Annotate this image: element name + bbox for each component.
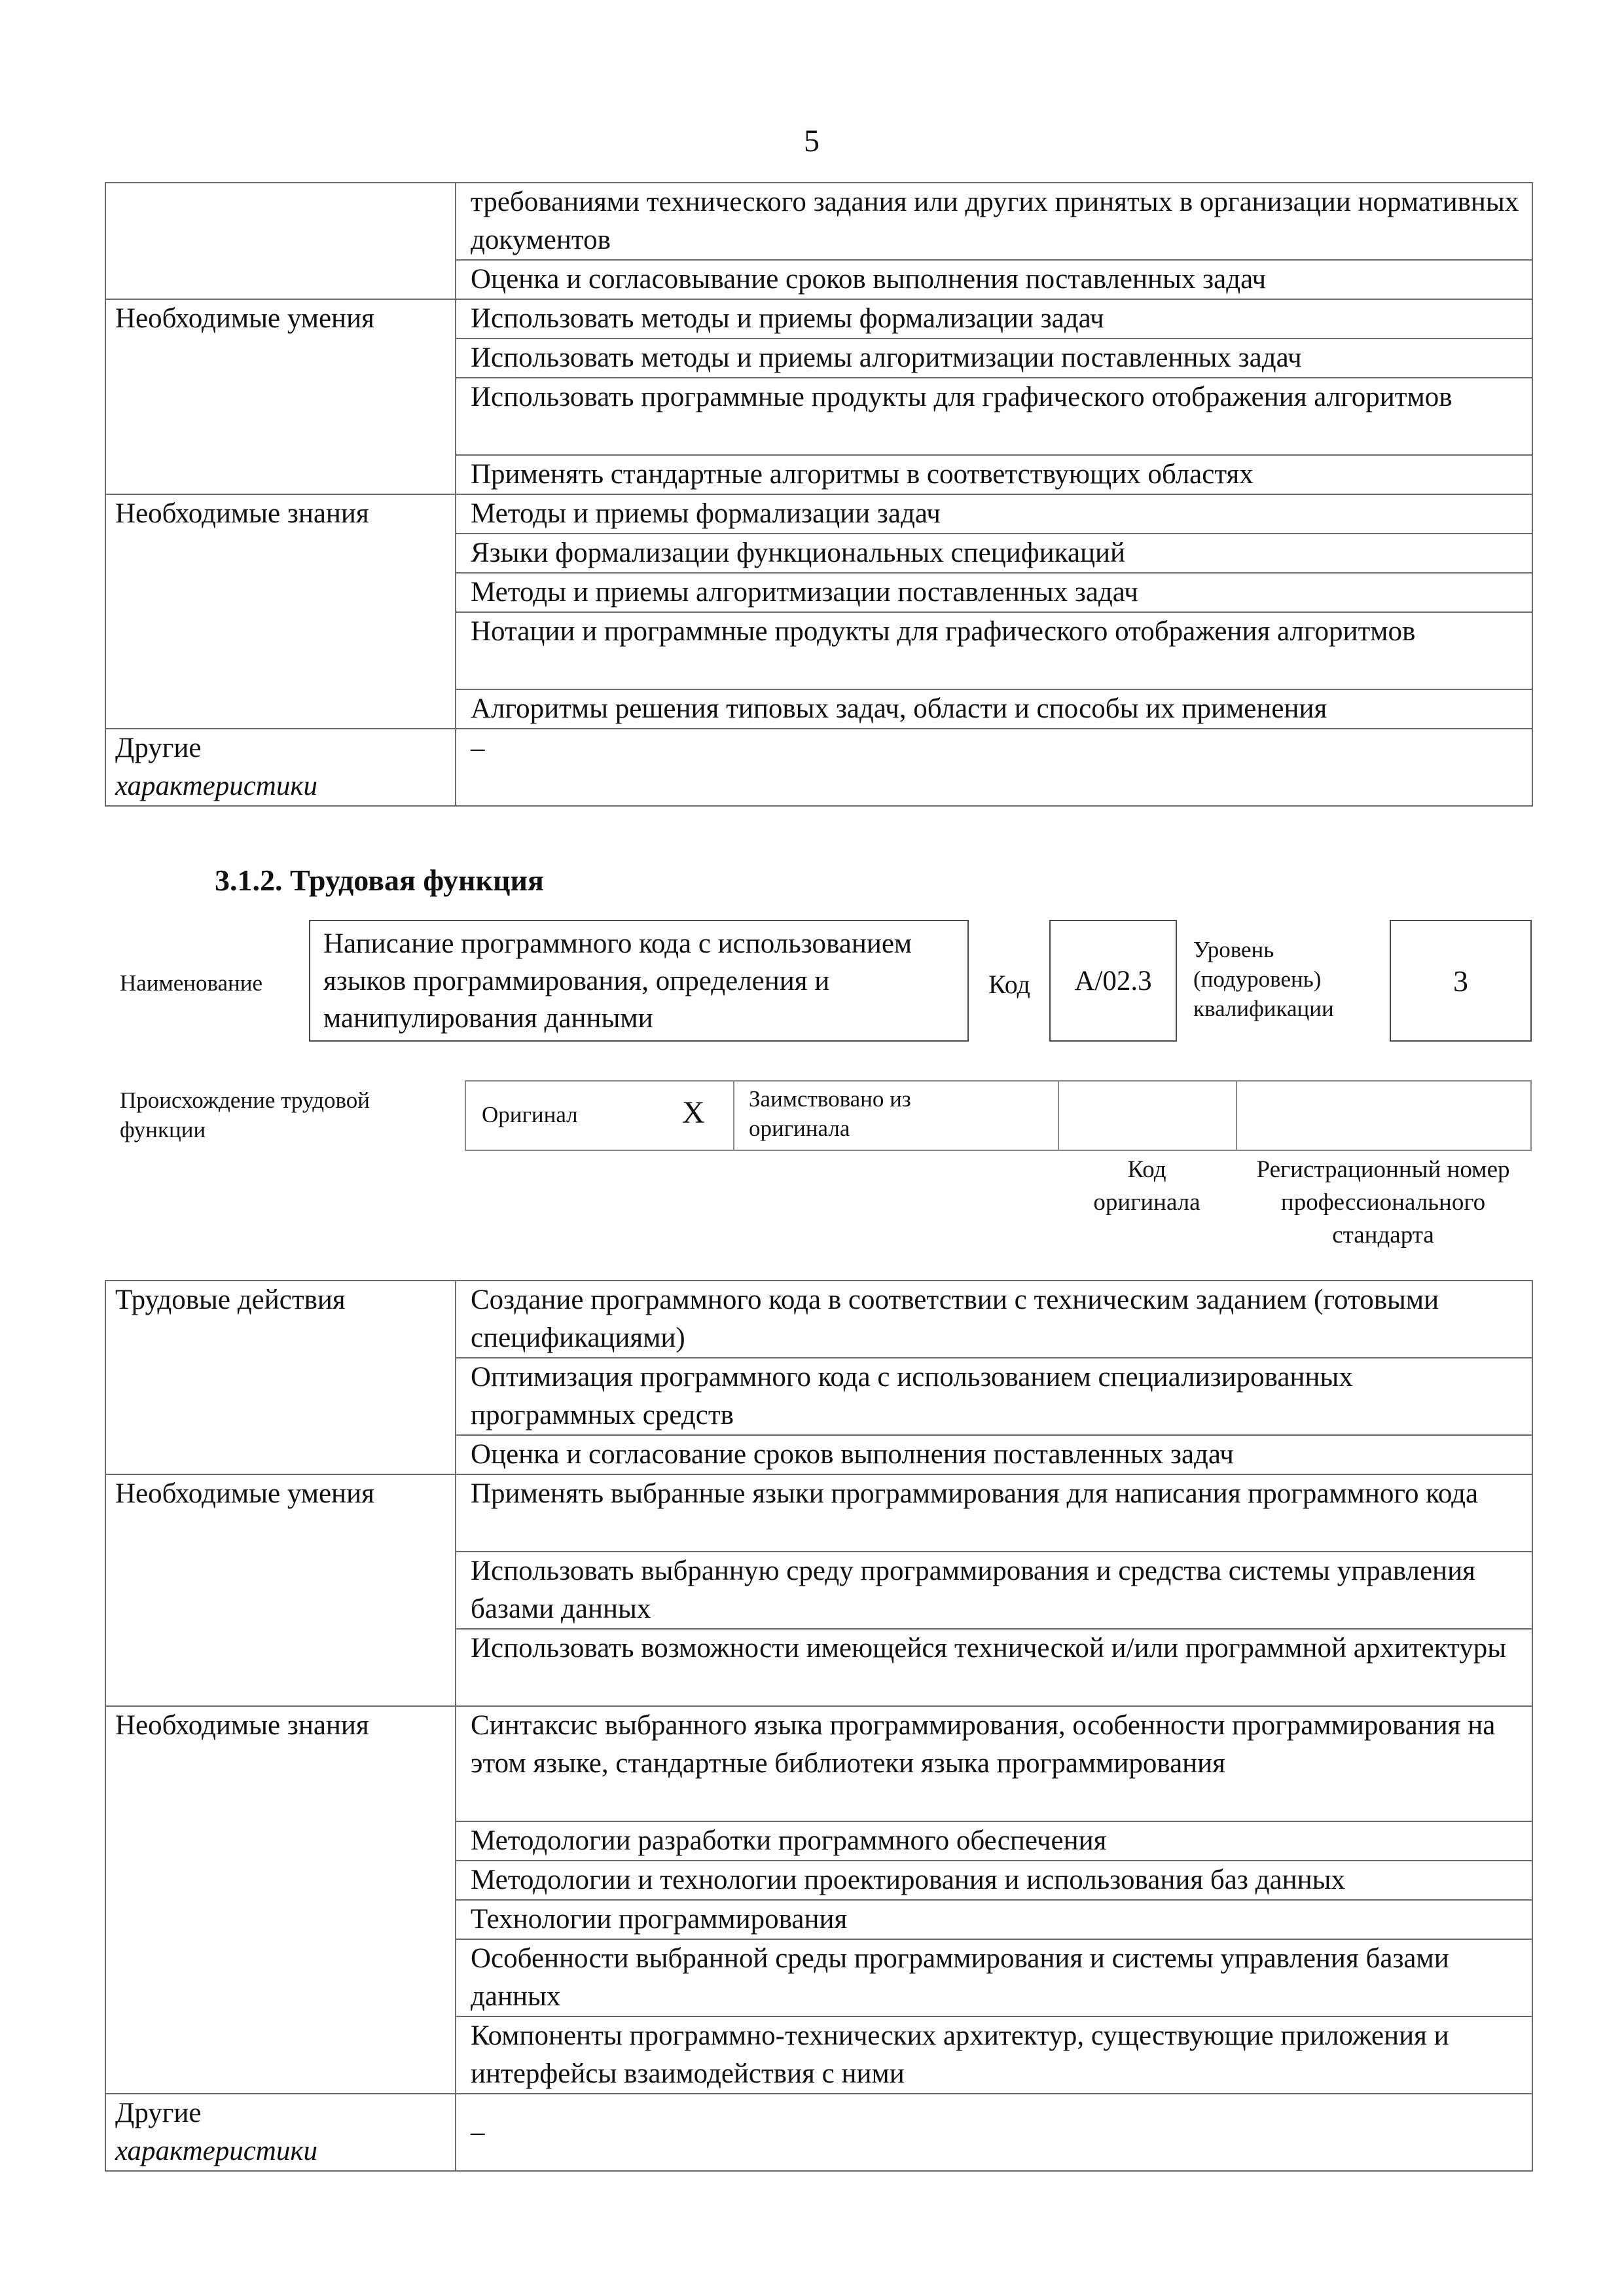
reg-caption-line3: стандарта <box>1332 1222 1434 1248</box>
row-item: Синтаксис выбранного языка программирования, особенности программирования на этом языке, стандартные библиотеки языка программирования <box>456 1706 1532 1821</box>
origin-label-line1: Происхождение трудовой <box>120 1087 370 1113</box>
row-item: Использовать возможности имеющейся технической и/или программной архитектуры <box>456 1629 1532 1706</box>
row-item: Оценка и согласовывание сроков выполнения поставленных задач <box>456 260 1532 299</box>
row-label-line2: характеристики <box>115 771 317 801</box>
table-row <box>105 183 1532 260</box>
origin-label <box>120 1085 370 1144</box>
borrowed-label <box>749 1084 911 1143</box>
row-label-line1: Другие <box>115 733 202 763</box>
name-label: Наименование <box>120 970 263 996</box>
row-item: Использовать выбранную среду программирования и средства системы управления базами данных <box>456 1552 1532 1629</box>
row-item: Создание программного кода в соответствии с техническим заданием (готовыми спецификациями) <box>456 1281 1532 1358</box>
reg-caption-line2: профессионального <box>1280 1189 1486 1216</box>
row-item: Применять стандартные алгоритмы в соответствующих областях <box>456 455 1532 494</box>
borrowed-line1: Заимствовано из <box>749 1086 911 1112</box>
table-row <box>105 729 1532 806</box>
row-label <box>105 2094 456 2171</box>
row-item: Технологии программирования <box>456 1900 1532 1939</box>
section-title: 3.1.2. Трудовая функция <box>215 864 544 897</box>
row-item: Методологии и технологии проектирования и использования баз данных <box>456 1861 1532 1900</box>
row-item: Компоненты программно-технических архитектур, существующие приложения и интерфейсы взаимодействия с ними <box>456 2016 1532 2094</box>
original-label: Оригинал <box>482 1102 578 1127</box>
row-label <box>105 183 456 299</box>
table-row <box>105 1281 1532 1358</box>
row-item: Особенности выбранной среды программирования и системы управления базами данных <box>456 1939 1532 2016</box>
table-row <box>105 1474 1532 1552</box>
origin-cell-code <box>1059 1082 1237 1150</box>
row-item: Методы и приемы алгоритмизации поставленных задач <box>456 573 1532 612</box>
reg-caption-line1: Регистрационный номер <box>1256 1156 1510 1183</box>
borrowed-line2: оригинала <box>749 1116 850 1141</box>
name-value: Написание программного кода с использованием языков программирования, определения и манипулирования данными <box>309 920 969 1042</box>
table-top <box>105 182 1533 807</box>
table-row <box>105 2094 1532 2171</box>
table-row <box>105 494 1532 534</box>
row-item: Использовать методы и приемы алгоритмизации поставленных задач <box>456 338 1532 378</box>
table-row <box>105 299 1532 338</box>
row-item: Алгоритмы решения типовых задач, области и способы их применения <box>456 689 1532 729</box>
row-label: Необходимые знания <box>105 1706 456 2094</box>
row-item: Методологии разработки программного обеспечения <box>456 1821 1532 1861</box>
original-mark: X <box>682 1095 705 1130</box>
row-item: Методы и приемы формализации задач <box>456 494 1532 534</box>
row-label <box>105 729 456 806</box>
origin-cell-reg <box>1237 1082 1530 1150</box>
row-item: требованиями технического задания или других принятых в организации нормативных документов <box>456 183 1532 260</box>
level-label <box>1193 935 1334 1023</box>
row-item: Нотации и программные продукты для графического отображения алгоритмов <box>456 612 1532 689</box>
code-caption-line1: Код <box>1127 1156 1166 1183</box>
row-item: Применять выбранные языки программирования для написания программного кода <box>456 1474 1532 1552</box>
row-item: Оценка и согласование сроков выполнения поставленных задач <box>456 1435 1532 1474</box>
level-value: 3 <box>1390 920 1532 1042</box>
level-label-line1: Уровень <box>1193 937 1274 962</box>
row-item: – <box>456 729 1532 806</box>
code-value: A/02.3 <box>1049 920 1177 1042</box>
row-label: Трудовые действия <box>105 1281 456 1474</box>
row-item: Использовать методы и приемы формализации задач <box>456 299 1532 338</box>
reg-caption <box>1236 1154 1530 1252</box>
code-caption <box>1058 1154 1236 1219</box>
origin-cell-borrowed <box>734 1082 1059 1150</box>
row-item: Языки формализации функциональных спецификаций <box>456 534 1532 573</box>
table-row <box>105 1706 1532 1821</box>
row-label: Необходимые умения <box>105 1474 456 1706</box>
row-item: – <box>456 2094 1532 2171</box>
origin-cell-original <box>466 1082 734 1150</box>
code-label: Код <box>988 970 1030 999</box>
row-item: Использовать программные продукты для графического отображения алгоритмов <box>456 378 1532 455</box>
code-caption-line2: оригинала <box>1093 1189 1200 1216</box>
row-label-line1: Другие <box>115 2098 202 2128</box>
level-label-line3: квалификации <box>1193 996 1334 1021</box>
origin-label-line2: функции <box>120 1117 206 1142</box>
row-item: Оптимизация программного кода с использованием специализированных программных средств <box>456 1358 1532 1435</box>
origin-row <box>465 1080 1532 1151</box>
row-label: Необходимые умения <box>105 299 456 494</box>
table-bottom <box>105 1280 1533 2172</box>
row-label-line2: характеристики <box>115 2136 317 2166</box>
level-label-line2: (подуровень) <box>1193 966 1322 992</box>
page-number: 5 <box>804 124 820 158</box>
row-label: Необходимые знания <box>105 494 456 729</box>
